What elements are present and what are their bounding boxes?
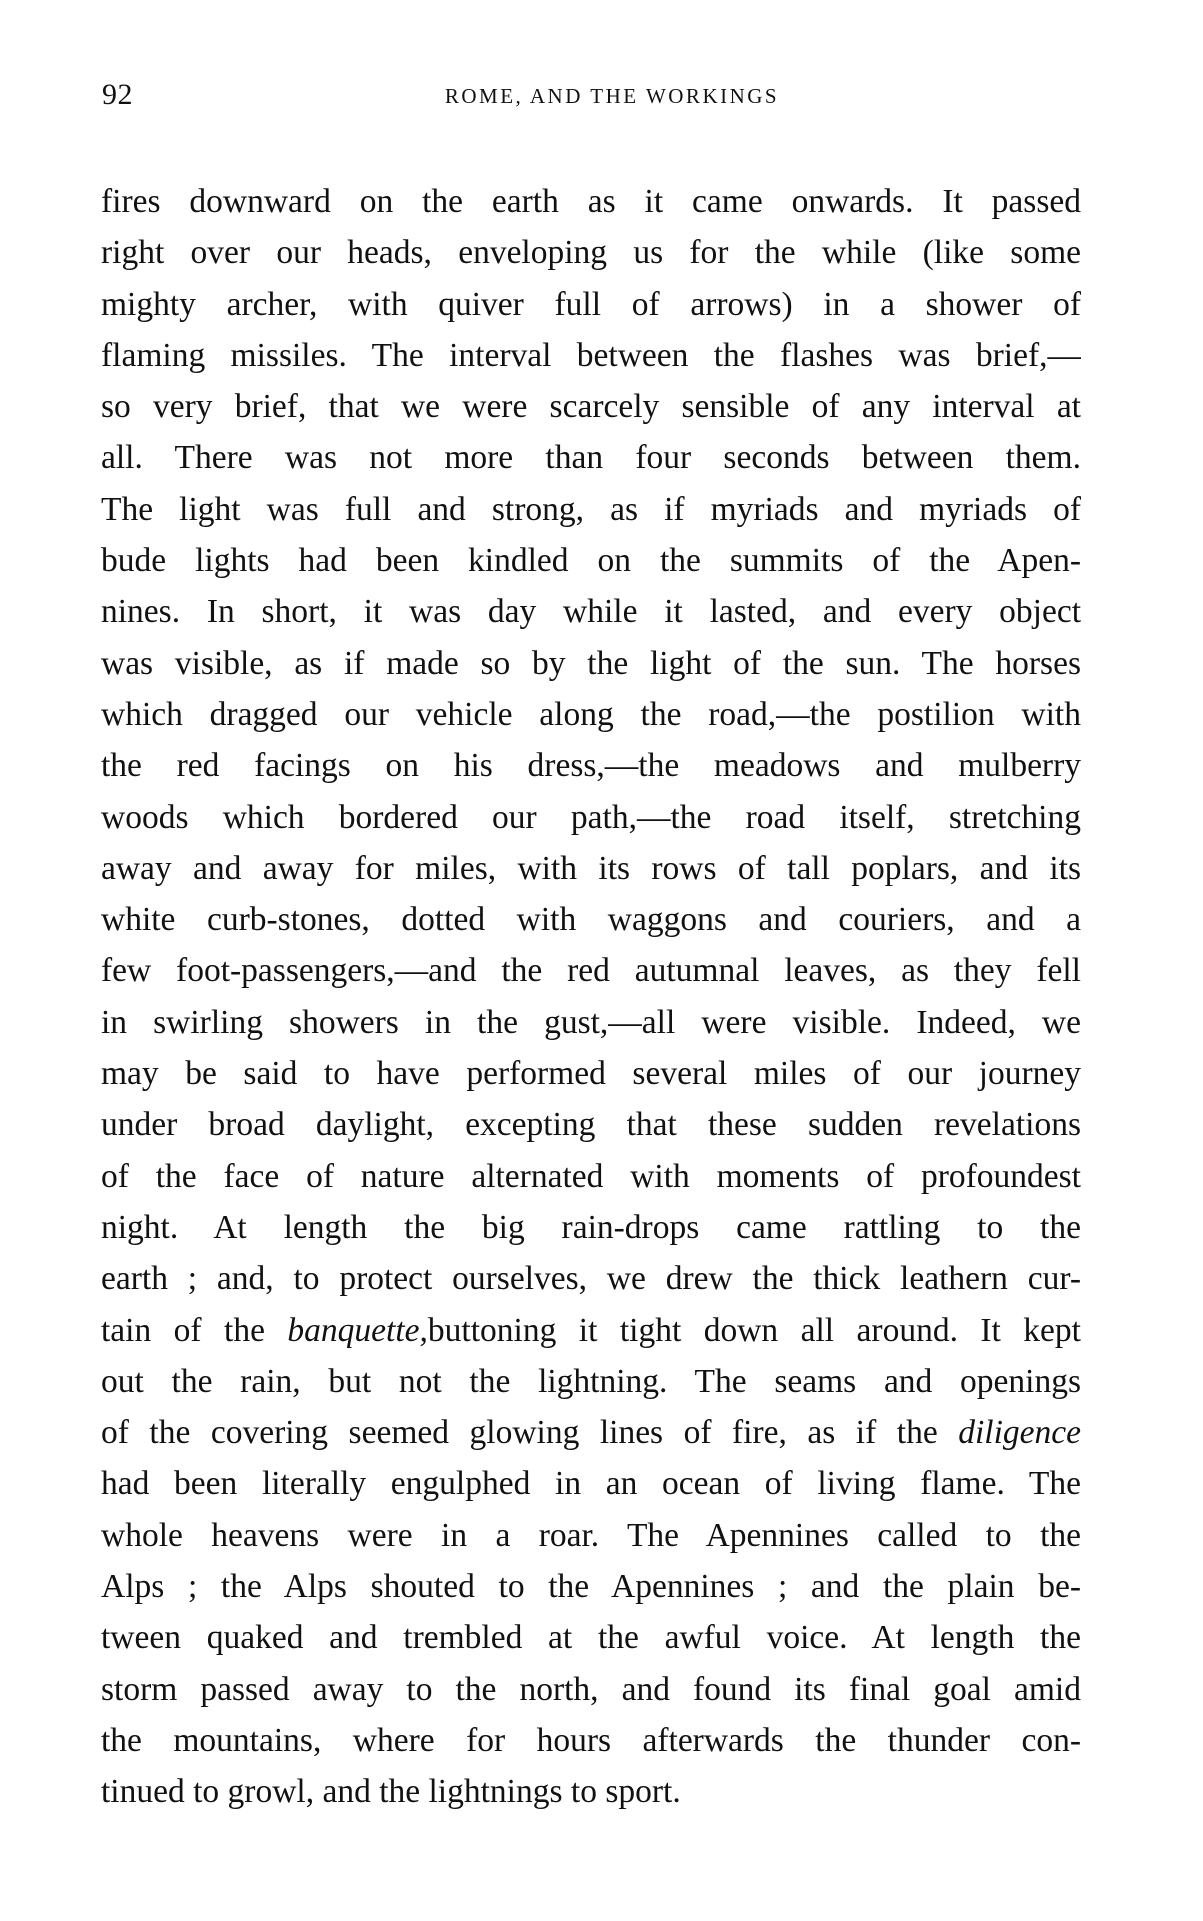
text-line: white curb-stones, dotted with waggons and couriers, and a bbox=[101, 901, 1081, 939]
text-line: tinued to growl, and the lightnings to sport. bbox=[101, 1773, 681, 1811]
text-segment: tain of the bbox=[101, 1311, 288, 1349]
text-line: mighty archer, with quiver full of arrows) in a shower of bbox=[101, 285, 1081, 323]
italic-term: diligence bbox=[958, 1414, 1081, 1452]
text-line: fires downward on the earth as it came onwards. It passed bbox=[101, 183, 1081, 220]
text-line: the mountains, where for hours afterwards the thunder con- bbox=[101, 1721, 1081, 1759]
text-line bbox=[101, 1305, 1081, 1356]
body-text bbox=[101, 176, 1081, 1818]
italic-term: banquette, bbox=[287, 1311, 428, 1349]
text-line: few foot-passengers,—and the red autumnal leaves, as they fell bbox=[101, 952, 1081, 990]
page-number: 92 bbox=[102, 78, 133, 111]
text-line: woods which bordered our path,—the road itself, stretching bbox=[101, 798, 1081, 836]
text-line: night. At length the big rain-drops came rattling to the bbox=[101, 1208, 1081, 1246]
text-line: had been literally engulphed in an ocean of living flame. The bbox=[101, 1465, 1081, 1503]
text-line: of the face of nature alternated with moments of profoundest bbox=[101, 1157, 1081, 1195]
text-line: the red facings on his dress,—the meadows and mulberry bbox=[101, 747, 1081, 785]
text-line: all. There was not more than four seconds between them. bbox=[101, 439, 1081, 477]
text-line: The light was full and strong, as if myriads and myriads of bbox=[101, 490, 1081, 528]
text-line: was visible, as if made so by the light of the sun. The horses bbox=[101, 644, 1081, 682]
text-line: nines. In short, it was day while it lasted, and every object bbox=[101, 593, 1081, 631]
text-line: right over our heads, enveloping us for the while (like some bbox=[101, 234, 1081, 272]
text-line: tween quaked and trembled at the awful voice. At length the bbox=[101, 1619, 1081, 1657]
text-line: under broad daylight, excepting that these sudden revelations bbox=[101, 1106, 1081, 1144]
text-line: earth ; and, to protect ourselves, we drew the thick leathern cur- bbox=[101, 1260, 1081, 1298]
text-line: out the rain, but not the lightning. The seams and openings bbox=[101, 1362, 1081, 1400]
running-title: ROME, AND THE WORKINGS bbox=[444, 84, 780, 108]
text-line: whole heavens were in a roar. The Apennines called to the bbox=[101, 1516, 1081, 1554]
text-line: in swirling showers in the gust,—all were visible. Indeed, we bbox=[101, 1003, 1081, 1041]
text-line: which dragged our vehicle along the road,—the postilion with bbox=[101, 695, 1081, 733]
text-line: flaming missiles. The interval between the flashes was brief,— bbox=[101, 336, 1081, 374]
text-line: Alps ; the Alps shouted to the Apennines ; and the plain be- bbox=[101, 1568, 1081, 1606]
text-line: away and away for miles, with its rows of tall poplars, and its bbox=[101, 849, 1081, 887]
page-header bbox=[102, 78, 1082, 118]
text-line bbox=[101, 1407, 1081, 1458]
text-line: so very brief, that we were scarcely sensible of any interval at bbox=[101, 388, 1081, 426]
text-line: bude lights had been kindled on the summits of the Apen- bbox=[101, 542, 1081, 580]
text-segment: buttoning it tight down all around. It kept bbox=[427, 1311, 1081, 1349]
text-segment: of the covering seemed glowing lines of fire, as if the bbox=[101, 1414, 959, 1452]
text-line: storm passed away to the north, and found its final goal amid bbox=[101, 1670, 1081, 1708]
text-line: may be said to have performed several miles of our journey bbox=[101, 1055, 1081, 1093]
